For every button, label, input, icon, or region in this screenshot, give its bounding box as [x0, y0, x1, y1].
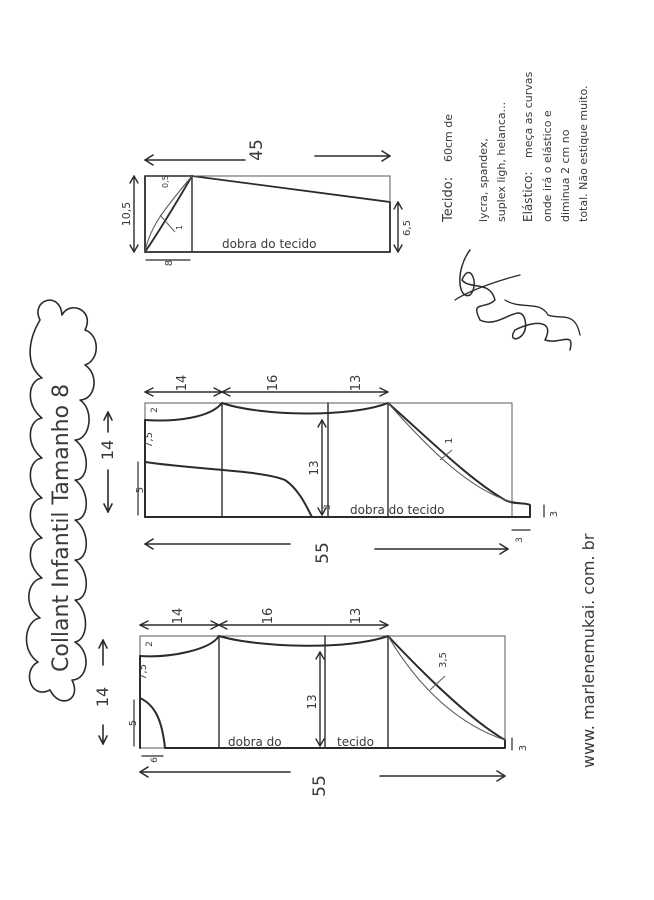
elastic-line-3: diminua 2 cm no [559, 129, 572, 222]
sleeve-curve-label: 0,5 [161, 175, 170, 188]
elastic-line-2: onde irá o elástico e [541, 110, 554, 222]
sleeve-piece [120, 139, 413, 266]
front-curve-label: 3,5 [438, 652, 449, 668]
pattern-title: Collant Infantil Tamanho 8 [49, 383, 74, 672]
front-neck-label: 2 [145, 641, 155, 647]
front-armhole-label: 5 [128, 719, 139, 727]
front-seg1-label: 14 [171, 607, 186, 625]
back-leg-label: 3 [549, 510, 560, 518]
front-seg3-label: 13 [349, 607, 364, 625]
back-fold-label: dobra do tecido [350, 503, 445, 517]
back-curve-label: 1 [444, 437, 455, 444]
fabric-line-3: suplex ligh, helanca... [495, 101, 508, 222]
front-fold-label-2: tecido [337, 735, 374, 749]
front-width-label: 14 [93, 686, 112, 708]
front-total-length-label: 55 [310, 775, 330, 797]
back-armhole-label: 5 [135, 486, 146, 494]
sleeve-curve-label-2: 1 [175, 224, 184, 230]
sleeve-fold-label: dobra do tecido [222, 237, 317, 251]
fabric-line-2: lycra, spandex, [477, 138, 490, 222]
back-shoulder-label: 7,5 [144, 432, 155, 448]
back-seg1-label: 14 [175, 374, 190, 392]
elastic-line-1: meça as curvas [522, 71, 535, 158]
front-mid-height-label: 13 [305, 694, 319, 710]
front-fold-label-1: dobra do [228, 735, 282, 749]
front-shoulder-label: 7,5 [138, 664, 149, 680]
back-crotch-label: 3 [323, 504, 333, 510]
front-piece [93, 608, 529, 797]
sleeve-bottom-label: 8 [164, 259, 175, 267]
back-width-label: 14 [98, 439, 117, 461]
notes-block [441, 71, 590, 223]
back-piece [98, 375, 560, 564]
back-leg-bottom-label: 3 [515, 537, 525, 543]
sleeve-length-label: 45 [247, 139, 267, 161]
elastic-line-4: total. Não estique muito. [577, 85, 590, 222]
back-total-length-label: 55 [313, 542, 333, 564]
front-seg2-label: 16 [261, 607, 276, 625]
elastic-label: Elástico: [521, 171, 535, 222]
fabric-label: Tecido: [441, 176, 456, 222]
website-label: www. marlenemukai. com. br [579, 533, 598, 768]
front-leg-label: 3 [518, 744, 529, 752]
back-mid-height-label: 13 [307, 460, 321, 476]
front-bottom-label: 6 [150, 757, 160, 763]
back-seg3-label: 13 [349, 374, 364, 392]
signature [455, 250, 580, 350]
back-neck-label: 2 [150, 407, 160, 413]
back-seg2-label: 16 [266, 374, 281, 392]
sleeve-end-height-label: 6,5 [402, 220, 413, 236]
sleeve-height-label: 10,5 [120, 201, 133, 227]
title-cloud [26, 300, 96, 701]
fabric-line-1: 60cm de [442, 113, 455, 162]
